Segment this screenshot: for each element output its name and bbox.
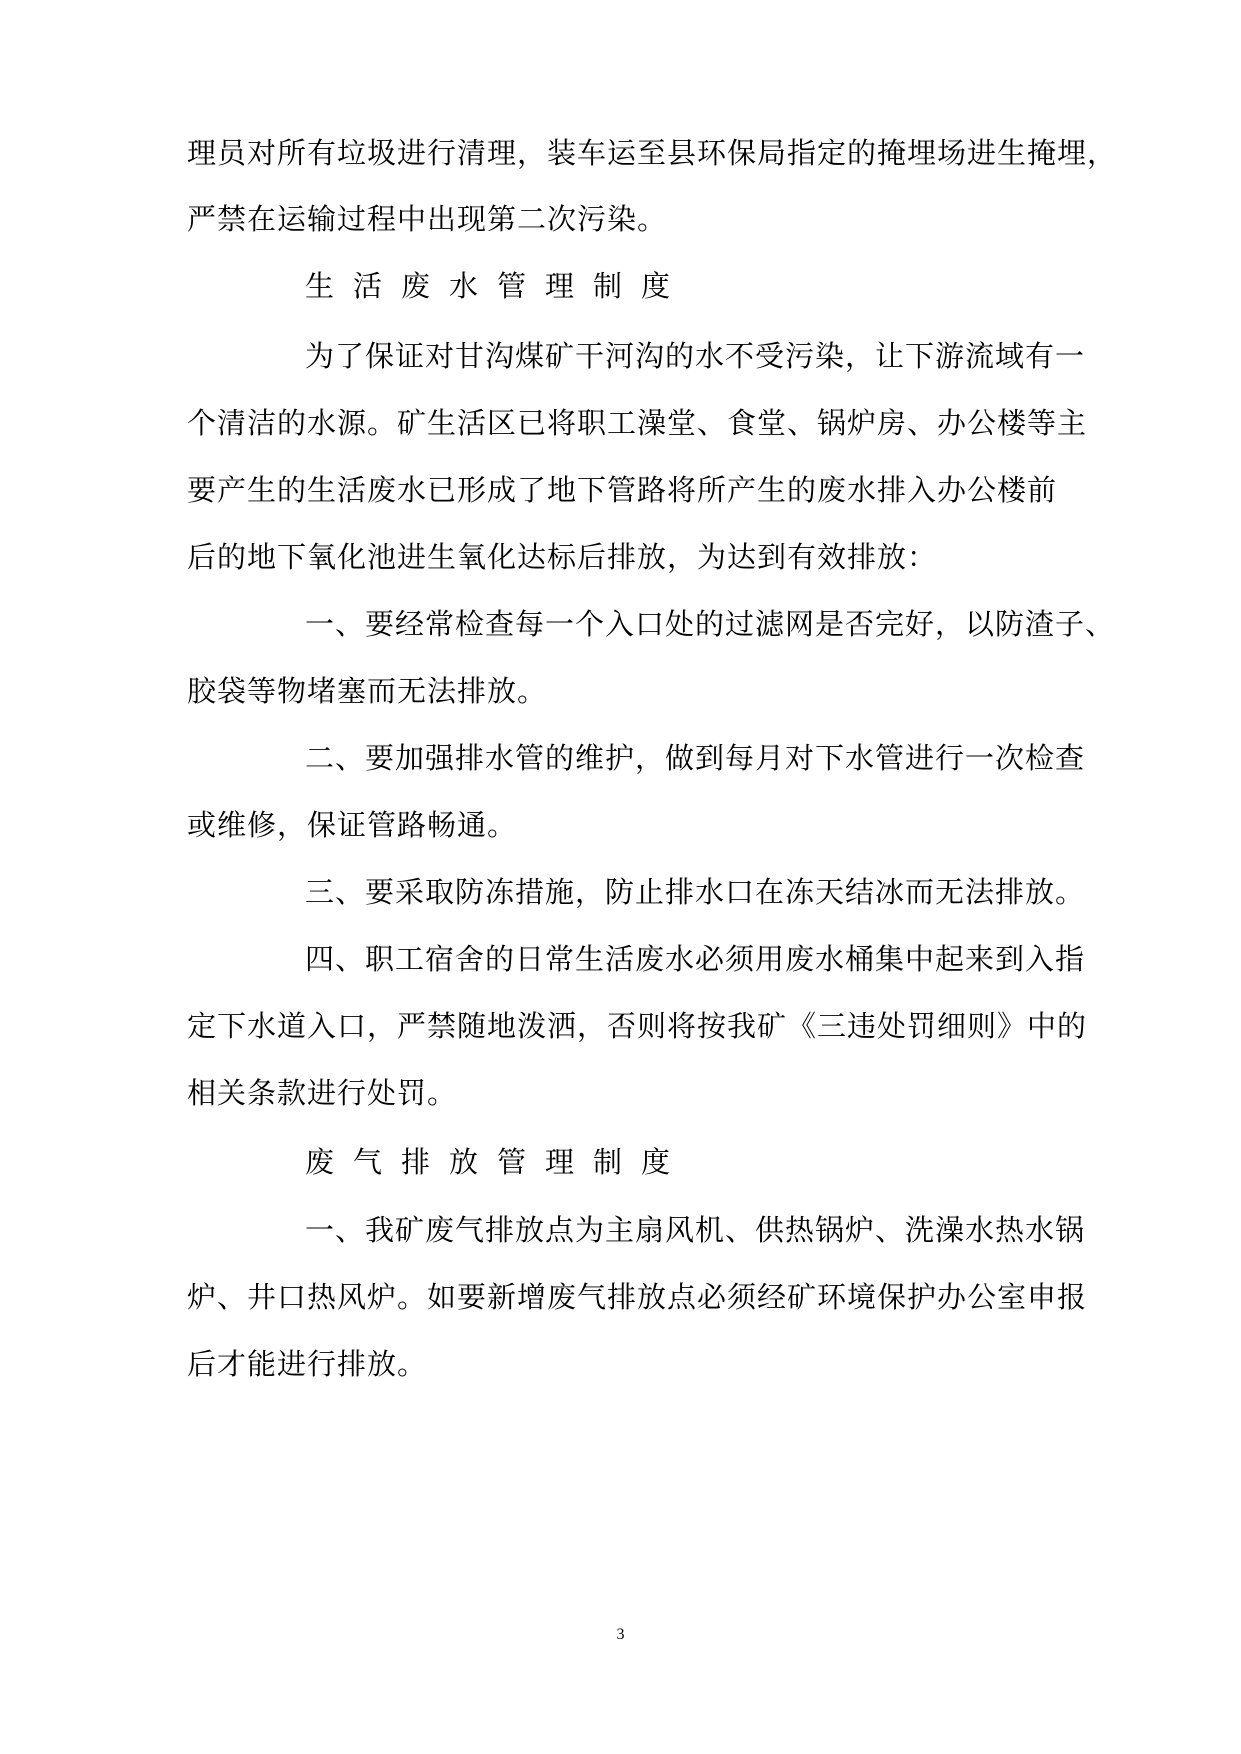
list-item-line: 二、要加强排水管的维护，做到每月对下水管进行一次检查 [305,741,1086,775]
paragraph-line: 严禁在运输过程中出现第二次污染。 [187,202,668,236]
list-item-line: 三、要采取防冻措施，防止排水口在冻天结冰而无法排放。 [305,875,1086,909]
list-item-line: 后才能进行排放。 [187,1347,428,1381]
list-item-line: 或维修，保证管路畅通。 [187,808,518,842]
list-item-line: 炉、井口热风炉。如要新增废气排放点必须经矿环境保护办公室申报 [187,1280,1088,1314]
list-item-line: 相关条款进行处罚。 [187,1076,458,1110]
list-item-line: 定下水道入口，严禁随地泼洒，否则将按我矿《三违处罚细则》中的 [187,1009,1088,1043]
list-item-line: 一、要经常检查每一个入口处的过滤网是否完好，以防渣子、 [305,607,1116,641]
page-number: 3 [616,1626,625,1643]
paragraph-line: 理员对所有垃圾进行清理，装车运至县环保局指定的掩埋场进生掩埋， [187,136,1118,170]
section-heading-exhaust: 废气排放管理制度 [305,1145,690,1179]
list-item-line: 一、我矿废气排放点为主扇风机、供热锅炉、洗澡水热水锅 [305,1213,1086,1247]
list-item-line: 四、职工宿舍的日常生活废水必须用废水桶集中起来到入指 [305,942,1086,976]
paragraph-line: 个清洁的水源。矿生活区已将职工澡堂、食堂、锅炉房、办公楼等主 [187,406,1088,440]
list-item-line: 胶袋等物堵塞而无法排放。 [187,674,548,708]
paragraph-line: 要产生的生活废水已形成了地下管路将所产生的废水排入办公楼前 [187,473,1058,507]
paragraph-line: 为了保证对甘沟煤矿干河沟的水不受污染，让下游流域有一 [305,339,1086,373]
section-heading-wastewater: 生活废水管理制度 [305,269,690,303]
paragraph-line: 后的地下氧化池进生氧化达标后排放，为达到有效排放： [187,540,938,574]
